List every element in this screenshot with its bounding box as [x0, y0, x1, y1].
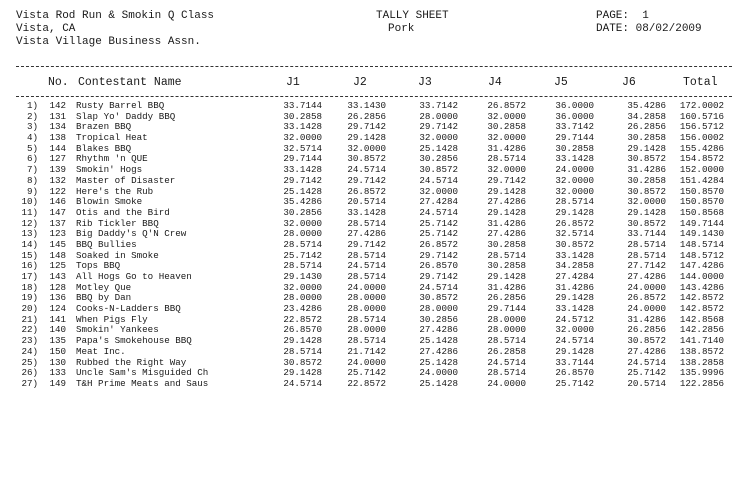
contestant-number: 149: [49, 377, 66, 389]
score-j1: 32.5714: [283, 142, 322, 154]
score-total: 152.0000: [679, 164, 724, 176]
contestant-name: Rubbed the Right Way: [76, 356, 187, 368]
score-j5: 32.0000: [555, 324, 594, 336]
score-j3: 30.2856: [419, 313, 458, 325]
score-total: 135.9996: [679, 367, 724, 379]
score-j5: 31.4286: [555, 281, 594, 293]
contestant-number: 147: [49, 206, 66, 218]
score-j2: 33.1428: [347, 206, 386, 218]
contestant-name: BBQ by Dan: [76, 292, 132, 304]
score-j4: 28.0000: [487, 324, 526, 336]
score-j2: 32.0000: [347, 142, 386, 154]
score-j4: 29.1428: [487, 206, 526, 218]
contestant-number: 138: [49, 132, 66, 144]
score-j1: 28.5714: [283, 238, 322, 250]
row-rank: 4): [26, 132, 38, 144]
score-j3: 24.5714: [419, 281, 458, 293]
score-j1: 28.0000: [283, 292, 322, 304]
score-j1: 33.7144: [283, 100, 322, 111]
score-j2: 24.0000: [347, 281, 386, 293]
contestant-name: Motley Que: [76, 281, 132, 293]
score-j6: 27.4286: [627, 271, 666, 282]
score-j2: 24.0000: [347, 356, 386, 368]
column-header-j2: J2: [353, 76, 367, 89]
contestant-number: 135: [49, 335, 66, 347]
score-j2: 27.4286: [347, 228, 386, 240]
score-j2: 28.5714: [347, 271, 386, 282]
score-total: 150.8568: [679, 206, 724, 218]
sheet-title: TALLY SHEET: [376, 10, 449, 22]
column-header-no: No.: [48, 76, 69, 89]
score-j3: 24.5714: [419, 206, 458, 218]
score-j2: 26.2856: [347, 110, 386, 122]
contestant-name: Blowin Smoke: [76, 196, 143, 208]
column-header-j4: J4: [488, 76, 502, 89]
score-j4: 26.2858: [487, 345, 526, 357]
score-j5: 32.0000: [555, 185, 594, 197]
row-rank: 16): [21, 260, 38, 272]
contestant-number: 146: [49, 196, 66, 208]
score-j3: 32.0000: [419, 185, 458, 197]
score-j1: 30.2856: [283, 206, 322, 218]
score-j4: 24.0000: [487, 377, 526, 389]
score-j4: 32.0000: [487, 132, 526, 144]
score-j3: 29.7142: [419, 249, 458, 261]
contestant-number: 131: [49, 110, 66, 122]
score-j3: 25.7142: [419, 228, 458, 240]
score-j5: 27.4284: [555, 271, 594, 282]
contestant-name: Rusty Barrel BBQ: [76, 100, 165, 111]
score-j2: 25.7142: [347, 367, 386, 379]
score-total: 149.7144: [679, 217, 724, 229]
table-row: [0, 208, 750, 219]
score-j6: 24.5714: [627, 356, 666, 368]
score-j4: 30.2858: [487, 238, 526, 250]
header-left: [16, 10, 214, 49]
score-j4: 27.4286: [487, 228, 526, 240]
contestant-name: Tops BBQ: [76, 260, 121, 272]
score-total: 142.2856: [679, 324, 724, 336]
score-j3: 25.1428: [419, 377, 458, 389]
score-j1: 26.8570: [283, 324, 322, 336]
score-j3: 24.5714: [419, 174, 458, 186]
divider-top: [16, 66, 732, 67]
contestant-number: 122: [49, 185, 66, 197]
score-j6: 29.1428: [627, 206, 666, 218]
score-j4: 29.1428: [487, 271, 526, 282]
score-j1: 29.7142: [283, 174, 322, 186]
score-j2: 33.1430: [347, 100, 386, 111]
score-j4: 31.4286: [487, 142, 526, 154]
contestant-number: 124: [49, 303, 66, 315]
score-j3: 27.4286: [419, 345, 458, 357]
score-total: 160.5716: [679, 110, 724, 122]
score-j1: 25.7142: [283, 249, 322, 261]
score-j4: 26.8572: [487, 100, 526, 111]
score-j6: 27.4286: [627, 345, 666, 357]
score-j5: 30.2858: [555, 142, 594, 154]
score-j3: 30.8572: [419, 164, 458, 176]
contestant-number: 143: [49, 271, 66, 282]
row-rank: 5): [26, 142, 38, 154]
score-j3: 25.7142: [419, 217, 458, 229]
score-j5: 33.1428: [555, 303, 594, 315]
score-j6: 26.2856: [627, 121, 666, 133]
score-j1: 35.4286: [283, 196, 322, 208]
contestant-name: Brazen BBQ: [76, 121, 132, 133]
score-j2: 22.8572: [347, 377, 386, 389]
score-j2: 24.5714: [347, 260, 386, 272]
score-total: 138.2858: [679, 356, 724, 368]
score-j5: 29.1428: [555, 292, 594, 304]
row-rank: 13): [21, 228, 38, 240]
contestant-number: 141: [49, 313, 66, 325]
score-j4: 24.5714: [487, 356, 526, 368]
score-j5: 26.8572: [555, 217, 594, 229]
row-rank: 3): [26, 121, 38, 133]
score-total: 138.8572: [679, 345, 724, 357]
column-header-j1: J1: [286, 76, 300, 89]
score-total: 150.8570: [679, 196, 724, 208]
score-j6: 34.2858: [627, 110, 666, 122]
score-j6: 30.8572: [627, 153, 666, 165]
score-j1: 28.0000: [283, 228, 322, 240]
contestant-number: 134: [49, 121, 66, 133]
score-j2: 28.5714: [347, 335, 386, 347]
score-j3: 27.4284: [419, 196, 458, 208]
score-j4: 31.4286: [487, 217, 526, 229]
column-header-name: Contestant Name: [78, 76, 182, 89]
score-j3: 30.2856: [419, 153, 458, 165]
row-rank: 18): [21, 281, 38, 293]
row-rank: 26): [21, 367, 38, 379]
score-j4: 32.0000: [487, 164, 526, 176]
contestant-name: Slap Yo' Daddy BBQ: [76, 110, 176, 122]
score-total: 142.8572: [679, 292, 724, 304]
page-number: PAGE: 1: [596, 10, 649, 22]
score-j6: 29.1428: [627, 142, 666, 154]
score-j4: 29.7142: [487, 174, 526, 186]
score-j1: 33.1428: [283, 121, 322, 133]
score-j1: 32.0000: [283, 132, 322, 144]
score-j1: 28.5714: [283, 345, 322, 357]
score-j2: 28.0000: [347, 292, 386, 304]
score-j5: 30.8572: [555, 238, 594, 250]
score-total: 148.5714: [679, 238, 724, 250]
score-j5: 32.5714: [555, 228, 594, 240]
row-rank: 15): [21, 249, 38, 261]
score-j3: 26.8570: [419, 260, 458, 272]
score-j5: 33.7142: [555, 121, 594, 133]
score-j6: 35.4286: [627, 100, 666, 111]
contestant-name: Uncle Sam's Misguided Ch: [76, 367, 209, 379]
contestant-name: Smokin' Yankees: [76, 324, 159, 336]
row-rank: 10): [21, 196, 38, 208]
row-rank: 23): [21, 335, 38, 347]
row-rank: 22): [21, 324, 38, 336]
contestant-number: 130: [49, 356, 66, 368]
score-j5: 28.5714: [555, 196, 594, 208]
contestant-name: Smokin' Hogs: [76, 164, 143, 176]
score-j6: 30.8572: [627, 217, 666, 229]
score-j6: 25.7142: [627, 367, 666, 379]
score-j5: 34.2858: [555, 260, 594, 272]
score-j4: 26.2856: [487, 292, 526, 304]
score-j2: 26.8572: [347, 185, 386, 197]
row-rank: 7): [26, 164, 38, 176]
score-j1: 22.8572: [283, 313, 322, 325]
score-j4: 28.5714: [487, 153, 526, 165]
score-j2: 29.7142: [347, 121, 386, 133]
score-j4: 28.0000: [487, 313, 526, 325]
score-j4: 28.5714: [487, 367, 526, 379]
score-j2: 29.1428: [347, 132, 386, 144]
score-j3: 28.0000: [419, 303, 458, 315]
score-total: 172.0002: [679, 100, 724, 111]
score-j1: 30.2858: [283, 110, 322, 122]
score-j6: 30.8572: [627, 335, 666, 347]
score-j4: 29.1428: [487, 185, 526, 197]
score-j5: 29.7144: [555, 132, 594, 144]
contestant-name: Master of Disaster: [76, 174, 176, 186]
score-j1: 32.0000: [283, 281, 322, 293]
score-j2: 28.5714: [347, 217, 386, 229]
score-j6: 27.7142: [627, 260, 666, 272]
score-total: 144.0000: [679, 271, 724, 282]
event-city: Vista, CA: [16, 23, 76, 35]
score-j2: 28.5714: [347, 249, 386, 261]
row-rank: 8): [26, 174, 38, 186]
contestant-number: 148: [49, 249, 66, 261]
header-right: [596, 10, 702, 36]
score-j5: 25.7142: [555, 377, 594, 389]
contestant-number: 142: [49, 100, 66, 111]
score-total: 151.4284: [679, 174, 724, 186]
score-j2: 29.7142: [347, 174, 386, 186]
score-j4: 30.2858: [487, 121, 526, 133]
contestant-name: Tropical Heat: [76, 132, 148, 144]
score-j3: 33.7142: [419, 100, 458, 111]
row-rank: 20): [21, 303, 38, 315]
contestant-number: 133: [49, 367, 66, 379]
score-j1: 23.4286: [283, 303, 322, 315]
score-j6: 30.2858: [627, 174, 666, 186]
score-j2: 30.8572: [347, 153, 386, 165]
contestant-name: Otis and the Bird: [76, 206, 170, 218]
table-row: [0, 176, 750, 187]
organizer-name: Vista Village Business Assn.: [16, 36, 201, 48]
row-rank: 6): [26, 153, 38, 165]
row-rank: 1): [26, 100, 38, 111]
score-j6: 26.2856: [627, 324, 666, 336]
score-j3: 29.7142: [419, 271, 458, 282]
score-j3: 27.4286: [419, 324, 458, 336]
score-j2: 21.7142: [347, 345, 386, 357]
score-j6: 30.2858: [627, 132, 666, 144]
column-header-total: Total: [683, 76, 718, 89]
score-j5: 24.5714: [555, 335, 594, 347]
score-j1: 30.8572: [283, 356, 322, 368]
column-header-j5: J5: [554, 76, 568, 89]
score-j4: 29.7144: [487, 303, 526, 315]
contestant-number: 145: [49, 238, 66, 250]
contestant-number: 136: [49, 292, 66, 304]
score-j5: 33.1428: [555, 249, 594, 261]
contestant-name: All Hogs Go to Heaven: [76, 271, 192, 282]
contestant-number: 128: [49, 281, 66, 293]
row-rank: 11): [21, 206, 38, 218]
score-j2: 24.5714: [347, 164, 386, 176]
contestant-number: 144: [49, 142, 66, 154]
score-j6: 31.4286: [627, 313, 666, 325]
score-total: 154.8572: [679, 153, 724, 165]
contestant-number: 140: [49, 324, 66, 336]
table-row: [0, 379, 750, 390]
score-j4: 28.5714: [487, 335, 526, 347]
contestant-number: 127: [49, 153, 66, 165]
contestant-name: BBQ Bullies: [76, 238, 137, 250]
score-j6: 26.8572: [627, 292, 666, 304]
score-j4: 32.0000: [487, 110, 526, 122]
contestant-name: Cooks-N-Ladders BBQ: [76, 303, 181, 315]
score-j6: 28.5714: [627, 238, 666, 250]
score-j1: 29.1428: [283, 367, 322, 379]
row-rank: 14): [21, 238, 38, 250]
contestant-number: 132: [49, 174, 66, 186]
score-j1: 33.1428: [283, 164, 322, 176]
score-j1: 29.7144: [283, 153, 322, 165]
tally-table: [0, 101, 750, 390]
score-total: 122.2856: [679, 377, 724, 389]
score-total: 143.4286: [679, 281, 724, 293]
row-rank: 19): [21, 292, 38, 304]
score-j3: 28.0000: [419, 110, 458, 122]
contestant-name: Rhythm 'n QUE: [76, 153, 148, 165]
score-j4: 30.2858: [487, 260, 526, 272]
score-total: 155.4286: [679, 142, 724, 154]
score-j6: 20.5714: [627, 377, 666, 389]
score-j6: 31.4286: [627, 164, 666, 176]
score-total: 156.5712: [679, 121, 724, 133]
score-total: 149.1430: [679, 228, 724, 240]
score-j3: 25.1428: [419, 142, 458, 154]
contestant-name: Here's the Rub: [76, 185, 154, 197]
row-rank: 9): [26, 185, 38, 197]
score-j5: 26.8570: [555, 367, 594, 379]
contestant-name: Blakes BBQ: [76, 142, 132, 154]
row-rank: 12): [21, 217, 38, 229]
row-rank: 25): [21, 356, 38, 368]
event-name: Vista Rod Run & Smokin Q Class: [16, 10, 215, 22]
score-j2: 28.0000: [347, 303, 386, 315]
row-rank: 2): [26, 110, 38, 122]
contestant-number: 137: [49, 217, 66, 229]
score-j2: 28.5714: [347, 313, 386, 325]
contestant-number: 125: [49, 260, 66, 272]
score-j6: 28.5714: [627, 249, 666, 261]
contestant-name: T&H Prime Meats and Saus: [76, 377, 209, 389]
score-j3: 26.8572: [419, 238, 458, 250]
score-j5: 24.0000: [555, 164, 594, 176]
score-j5: 33.7144: [555, 356, 594, 368]
score-j4: 27.4286: [487, 196, 526, 208]
score-j5: 24.5712: [555, 313, 594, 325]
score-j1: 29.1428: [283, 335, 322, 347]
contestant-number: 150: [49, 345, 66, 357]
score-total: 148.5712: [679, 249, 724, 261]
contestant-name: Rib Tickler BBQ: [76, 217, 159, 229]
score-j3: 25.1428: [419, 356, 458, 368]
score-j5: 32.0000: [555, 174, 594, 186]
header-center: [376, 10, 449, 36]
contestant-name: Meat Inc.: [76, 345, 126, 357]
score-j2: 29.7142: [347, 238, 386, 250]
row-rank: 21): [21, 313, 38, 325]
score-j1: 24.5714: [283, 377, 322, 389]
score-total: 142.8568: [679, 313, 724, 325]
contestant-name: Papa's Smokehouse BBQ: [76, 335, 192, 347]
score-j1: 25.1428: [283, 185, 322, 197]
score-total: 147.4286: [679, 260, 724, 272]
row-rank: 17): [21, 271, 38, 282]
divider-bottom: [16, 96, 732, 97]
category-label: Pork: [388, 23, 415, 35]
report-date: DATE: 08/02/2009: [596, 23, 702, 35]
score-j5: 36.0000: [555, 110, 594, 122]
score-total: 141.7140: [679, 335, 724, 347]
score-j3: 29.7142: [419, 121, 458, 133]
score-j6: 30.8572: [627, 185, 666, 197]
column-header-j3: J3: [418, 76, 432, 89]
score-j6: 33.7144: [627, 228, 666, 240]
score-j1: 32.0000: [283, 217, 322, 229]
contestant-name: When Pigs Fly: [76, 313, 148, 325]
contestant-name: Soaked in Smoke: [76, 249, 159, 261]
score-j5: 33.1428: [555, 153, 594, 165]
contestant-number: 139: [49, 164, 66, 176]
score-j5: 29.1428: [555, 206, 594, 218]
score-j1: 29.1430: [283, 271, 322, 282]
score-j4: 31.4286: [487, 281, 526, 293]
score-j6: 32.0000: [627, 196, 666, 208]
score-j3: 30.8572: [419, 292, 458, 304]
score-total: 156.0002: [679, 132, 724, 144]
score-j3: 25.1428: [419, 335, 458, 347]
row-rank: 27): [21, 377, 38, 389]
score-j2: 20.5714: [347, 196, 386, 208]
column-header-j6: J6: [622, 76, 636, 89]
score-j2: 28.0000: [347, 324, 386, 336]
score-j5: 36.0000: [555, 100, 594, 111]
score-j6: 24.0000: [627, 303, 666, 315]
contestant-name: Big Daddy's Q'N Crew: [76, 228, 187, 240]
score-j6: 24.0000: [627, 281, 666, 293]
score-j4: 28.5714: [487, 249, 526, 261]
row-rank: 24): [21, 345, 38, 357]
score-j1: 28.5714: [283, 260, 322, 272]
score-j3: 24.0000: [419, 367, 458, 379]
score-total: 150.8570: [679, 185, 724, 197]
score-total: 142.8572: [679, 303, 724, 315]
score-j5: 29.1428: [555, 345, 594, 357]
score-j3: 32.0000: [419, 132, 458, 144]
table-row: [0, 347, 750, 358]
contestant-number: 123: [49, 228, 66, 240]
